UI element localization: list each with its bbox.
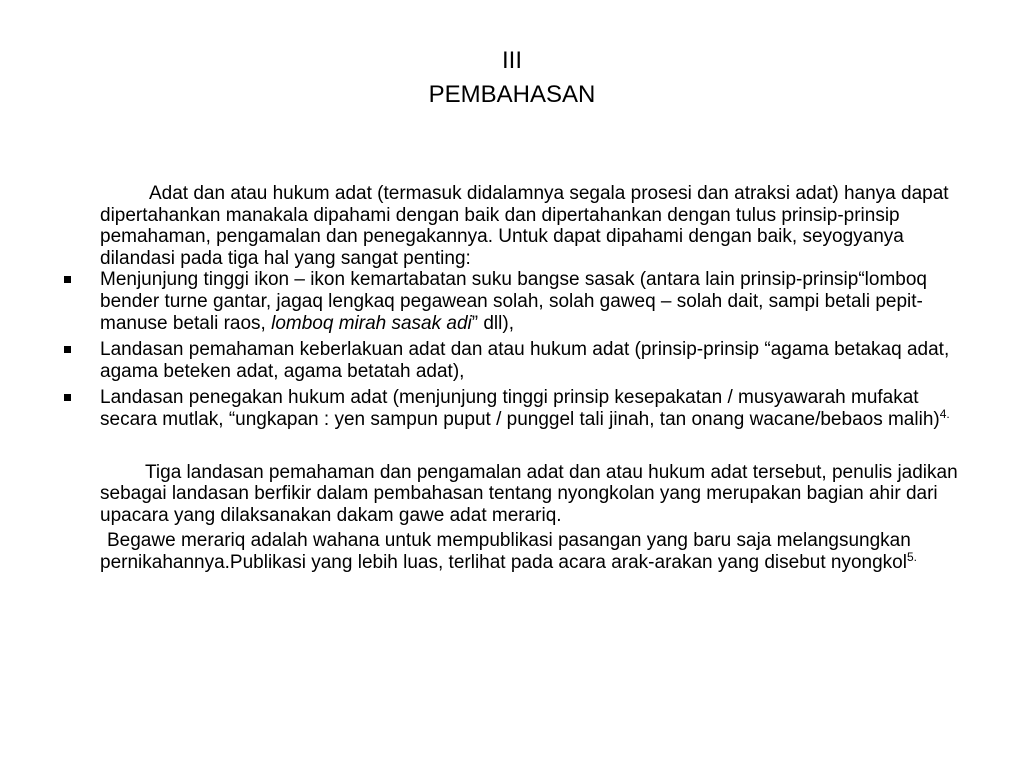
bullet-item-1: [100, 269, 970, 334]
slide-title: [0, 44, 1024, 112]
chapter-title: PEMBAHASAN: [428, 81, 596, 108]
square-bullet-icon: [64, 346, 71, 353]
bullet-list: [100, 269, 970, 430]
bullet-3-text: Landasan penegakan hukum adat (menjunjung tinggi prinsip kesepakatan / musyawarah mufakat secara mutlak, “ungkapan : yen sampun puput / punggel tali jinah, tan onang wacane/bebaos malih): [100, 387, 940, 430]
slide-body: [100, 183, 970, 574]
spacer: [100, 436, 970, 462]
bullet-item-2: [100, 339, 970, 382]
footnote-5: 5.: [906, 549, 917, 564]
paragraph-2: Tiga landasan pemahaman dan pengamalan adat dan atau hukum adat tersebut, penulis jadikan sebagai landasan berfikir dalam pembahasan tentang nyongkolan yang merupakan bagian ahir dari upacara yang dilaksanakan dakam gawe adat merariq.: [100, 461, 958, 526]
square-bullet-icon: [64, 276, 71, 283]
footnote-4: 4.: [939, 406, 950, 421]
bullet-2-text: Landasan pemahaman keberlakuan adat dan atau hukum adat (prinsip-prinsip “agama betakaq adat, agama beteken adat, agama betatah adat),: [100, 339, 950, 382]
chapter-number: III: [501, 47, 522, 74]
paragraph-3: [100, 530, 970, 573]
bullet-1-text: Menjunjung tinggi ikon – ikon kemartabatan suku bangse sasak (antara lain prinsip-prinsip“lomboq bender turne gantar, jagaq lengkaq pegawean solah, solah gaweq – solah dait, sampi betali pepit- manuse betali raos,: [100, 269, 927, 334]
bullet-item-3: [100, 387, 970, 430]
bullet-1-italic-text: lomboq mirah sasak adi: [271, 312, 472, 334]
paragraph-3-text: Begawe merariq adalah wahana untuk mempublikasi pasangan yang baru saja melangsungkan pernikahannya.Publikasi yang lebih luas, terlihat pada acara arak-arakan yang disebut nyongkol: [100, 530, 911, 573]
bullet-1-text-end: ” dll),: [471, 312, 514, 334]
square-bullet-icon: [64, 394, 71, 401]
intro-paragraph: Adat dan atau hukum adat (termasuk didalamnya segala prosesi dan atraksi adat) hanya dapat dipertahankan manakala dipahami dengan baik dan dipertahankan dengan tulus prinsip-prinsip pemahaman, pengamalan dan penegakannya. Untuk dapat dipahami dengan baik, seyogyanya dilandasi pada tiga hal yang sangat penting:: [100, 183, 949, 269]
